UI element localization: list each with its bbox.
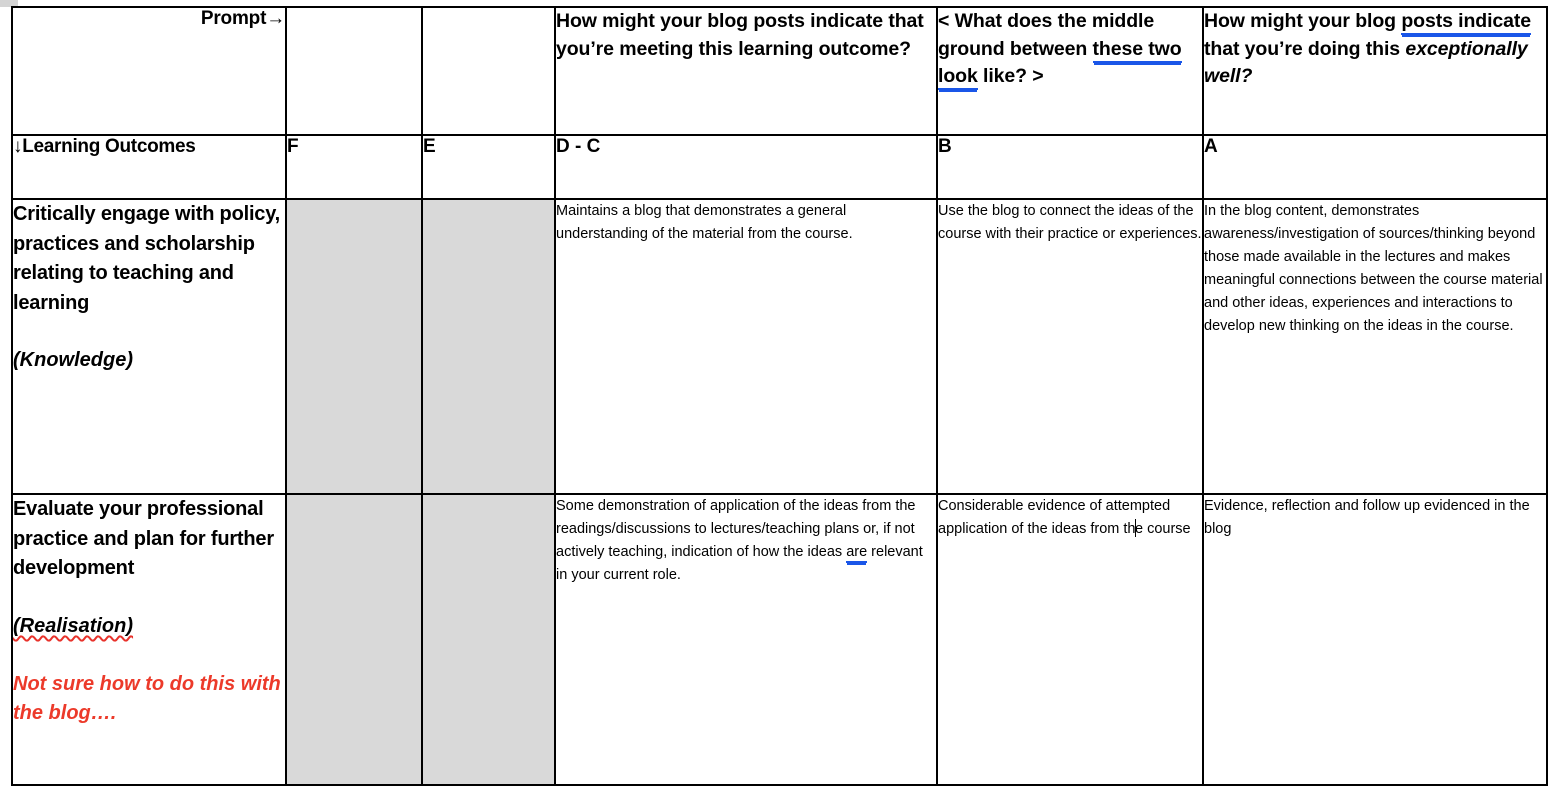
- criteria-cell-dc-row2: [555, 494, 937, 785]
- prompt-cell-e: [422, 7, 555, 135]
- criteria-cell-f-row1: [286, 199, 422, 494]
- grade-letter-dc: D - C: [556, 136, 601, 157]
- criteria-cell-b-row1: [937, 199, 1203, 494]
- outcome-cell-realisation: [12, 494, 286, 785]
- prompt-label-cell: [12, 7, 286, 135]
- outcome-subtitle: (Knowledge): [13, 349, 133, 372]
- table-row: [12, 494, 1547, 785]
- criteria-dc-text-1: Some demonstration of application of the ideas from the readings/discussions to lectures/teaching plans or, if not actively teaching, indication of how the ideas: [556, 498, 916, 560]
- prompt-b-text-1: < What does the middle ground between: [938, 10, 1155, 60]
- prompt-label: Prompt→: [200, 8, 285, 29]
- grade-letter-e: E: [423, 136, 436, 157]
- criteria-text-b-row1: Use the blog to connect the ideas of the course with their practice or experiences.: [938, 203, 1202, 242]
- outcome-cell-knowledge: [12, 199, 286, 494]
- prompt-header-row: [12, 7, 1547, 135]
- grammar-suggestion-posts-indicate[interactable]: posts indicate: [1401, 10, 1531, 35]
- prompt-cell-b: [937, 7, 1203, 135]
- criteria-text-a-row2: Evidence, reflection and follow up evidenced in the blog: [1204, 498, 1530, 537]
- criteria-cell-e-row2: [422, 494, 555, 785]
- prompt-question-dc: How might your blog posts indicate that you’re meeting this learning outcome?: [556, 10, 924, 60]
- grade-cell-f: [286, 135, 422, 199]
- criteria-cell-a-row2: [1203, 494, 1547, 785]
- grade-letter-b: B: [938, 136, 952, 157]
- criteria-cell-a-row1: [1203, 199, 1547, 494]
- learning-outcomes-label-cell: [12, 135, 286, 199]
- prompt-cell-f: [286, 7, 422, 135]
- criteria-text-dc-row1: Maintains a blog that demonstrates a general understanding of the material from the course.: [556, 203, 853, 242]
- prompt-cell-dc: [555, 7, 937, 135]
- prompt-b-text-2: like? >: [977, 65, 1044, 88]
- criteria-cell-dc-row1: [555, 199, 937, 494]
- grade-header-row: [12, 135, 1547, 199]
- table-row: [12, 199, 1547, 494]
- criteria-cell-f-row2: [286, 494, 422, 785]
- criteria-text-a-row1: In the blog content, demonstrates awareness/investigation of sources/thinking beyond those made available in the lectures and makes meaningful connections between the course material and other ideas, experiences and interactions to develop new thinking on the ideas in the course.: [1204, 203, 1543, 334]
- criteria-b-text-2: e course: [1134, 520, 1191, 537]
- grade-cell-e: [422, 135, 555, 199]
- prompt-cell-a: [1203, 7, 1547, 135]
- outcome-subtitle: [13, 612, 285, 642]
- grade-letter-a: A: [1204, 136, 1218, 157]
- criteria-text-b-row2: [938, 495, 1202, 541]
- prompt-a-emphasis: exceptionally well?: [1204, 37, 1528, 88]
- grammar-suggestion-these-two[interactable]: these two: [1093, 38, 1182, 63]
- grammar-suggestion-look[interactable]: look: [938, 65, 978, 90]
- spellcheck-realisation[interactable]: (Realisation): [13, 614, 134, 637]
- criteria-text-dc-row2: [556, 495, 936, 587]
- criteria-dc-text-2: relevant in your current role.: [556, 543, 923, 583]
- criteria-cell-b-row2: [937, 494, 1203, 785]
- rubric-table: [11, 6, 1548, 786]
- criteria-b-text-1: Considerable evidence of attempted application of the ideas from th: [938, 498, 1171, 537]
- grammar-suggestion-are[interactable]: are: [846, 544, 867, 563]
- outcome-author-note: Not sure how to do this with the blog….: [13, 673, 281, 725]
- prompt-a-text-2: that you’re doing this: [1204, 37, 1406, 60]
- learning-outcomes-label: ↓Learning Outcomes: [13, 136, 196, 157]
- prompt-a-text-1: How might your blog: [1204, 10, 1402, 32]
- outcome-title: Evaluate your professional practice and plan for further development: [13, 498, 274, 580]
- grade-cell-a: [1203, 135, 1547, 199]
- grade-cell-dc: [555, 135, 937, 199]
- grade-cell-b: [937, 135, 1203, 199]
- prompt-question-a: [1204, 8, 1546, 91]
- outcome-title: Critically engage with policy, practices and scholarship relating to teaching and learning: [13, 203, 281, 314]
- grade-letter-f: F: [287, 136, 299, 157]
- prompt-question-b: [938, 8, 1202, 91]
- criteria-cell-e-row1: [422, 199, 555, 494]
